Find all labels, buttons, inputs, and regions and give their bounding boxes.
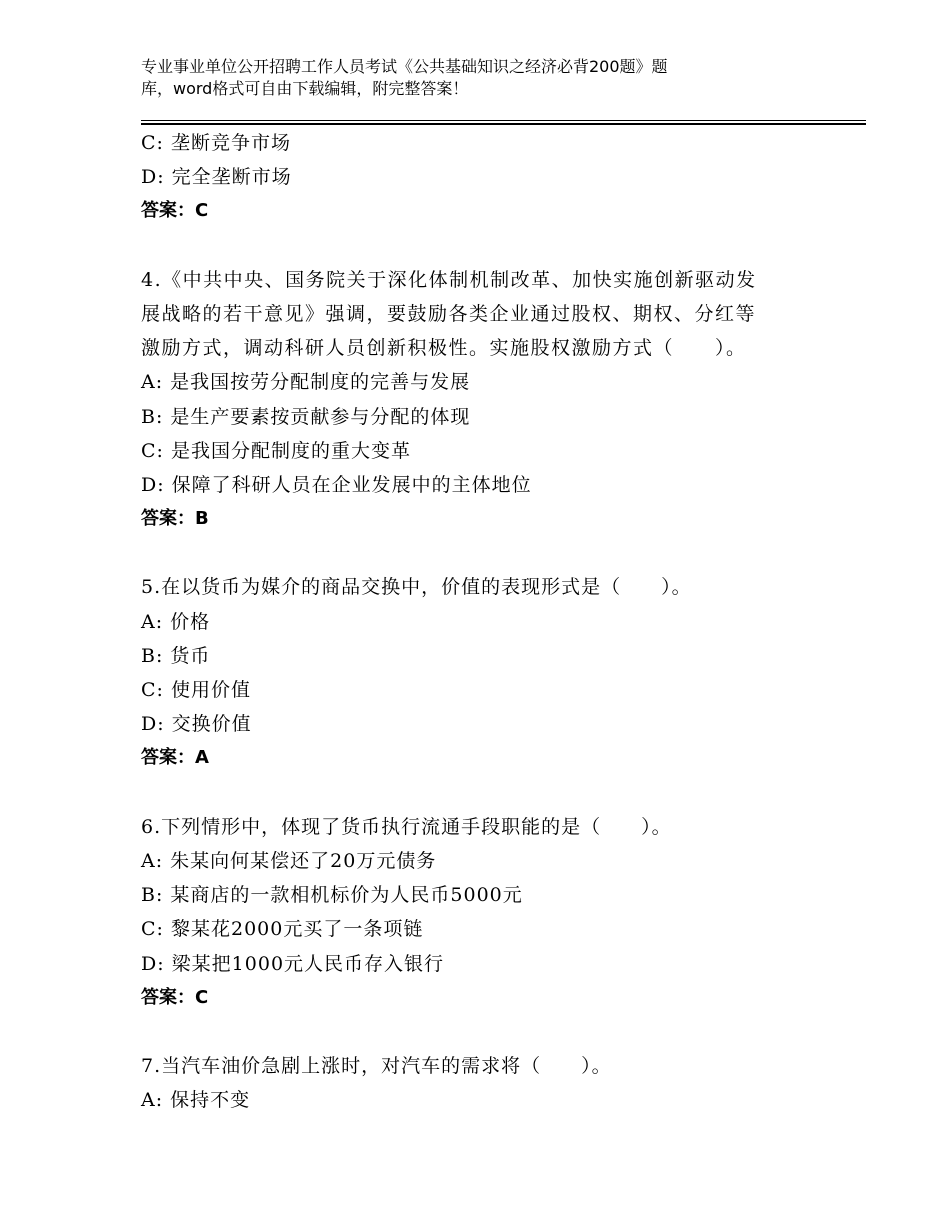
- option-a: A: 保持不变: [141, 1089, 251, 1112]
- option-a: A: 价格: [141, 610, 211, 633]
- question-stem-line: 4.《中共中央、国务院关于深化体制机制改革、加快实施创新驱动发: [141, 268, 757, 291]
- question-5: [141, 570, 861, 775]
- option-c: C: 垄断竞争市场: [141, 132, 291, 154]
- question-stem-line: 7.当汽车油价急剧上涨时，对汽车的需求将（ ）。: [141, 1055, 612, 1078]
- option-c: C: 黎某花2000元买了一条项链: [141, 918, 424, 941]
- document-header: [141, 56, 781, 100]
- question-6: [141, 810, 861, 1015]
- spacer: [141, 1015, 861, 1049]
- header-rule-thin: [141, 120, 866, 121]
- spacer: [141, 536, 861, 570]
- question-stem-line: 5.在以货币为媒介的商品交换中，价值的表现形式是（ ）。: [141, 576, 692, 599]
- option-b: B: 是生产要素按贡献参与分配的体现: [141, 405, 471, 428]
- answer-label: 答案：C: [141, 200, 209, 222]
- option-d: D: 完全垄断市场: [141, 166, 292, 189]
- option-b: B: 某商店的一款相机标价为人民币5000元: [141, 884, 523, 907]
- option-d: D: 保障了科研人员在企业发展中的主体地位: [141, 473, 532, 496]
- prev-question: [141, 126, 861, 229]
- header-rule-thick: [141, 123, 866, 125]
- option-d: D: 梁某把1000元人民币存入银行: [141, 952, 445, 975]
- question-stem-line: 6.下列情形中，体现了货币执行流通手段职能的是（ ）。: [141, 815, 672, 838]
- answer-label: 答案：A: [141, 747, 209, 769]
- option-a: A: 是我国按劳分配制度的完善与发展: [141, 371, 471, 394]
- question-7: [141, 1049, 861, 1117]
- option-b: B: 货币: [141, 644, 211, 667]
- question-stem-line: 展战略的若干意见》强调，要鼓励各类企业通过股权、期权、分红等: [141, 302, 757, 325]
- question-stem-line: 激励方式，调动科研人员创新积极性。实施股权激励方式（ ）。: [141, 337, 747, 360]
- header-title-line-1: 专业事业单位公开招聘工作人员考试《公共基础知识之经济必背200题》题: [141, 57, 668, 76]
- spacer: [141, 229, 861, 263]
- header-title-line-2: 库，word格式可自由下载编辑，附完整答案！: [141, 79, 469, 98]
- question-content: [141, 126, 861, 1117]
- option-c: C: 是我国分配制度的重大变革: [141, 439, 411, 462]
- answer-label: 答案：C: [141, 986, 209, 1008]
- question-4: [141, 263, 861, 537]
- spacer: [141, 776, 861, 810]
- option-a: A: 朱某向何某偿还了20万元债务: [141, 849, 437, 872]
- option-c: C: 使用价值: [141, 679, 251, 701]
- option-d: D: 交换价值: [141, 713, 252, 736]
- answer-label: 答案：B: [141, 508, 209, 530]
